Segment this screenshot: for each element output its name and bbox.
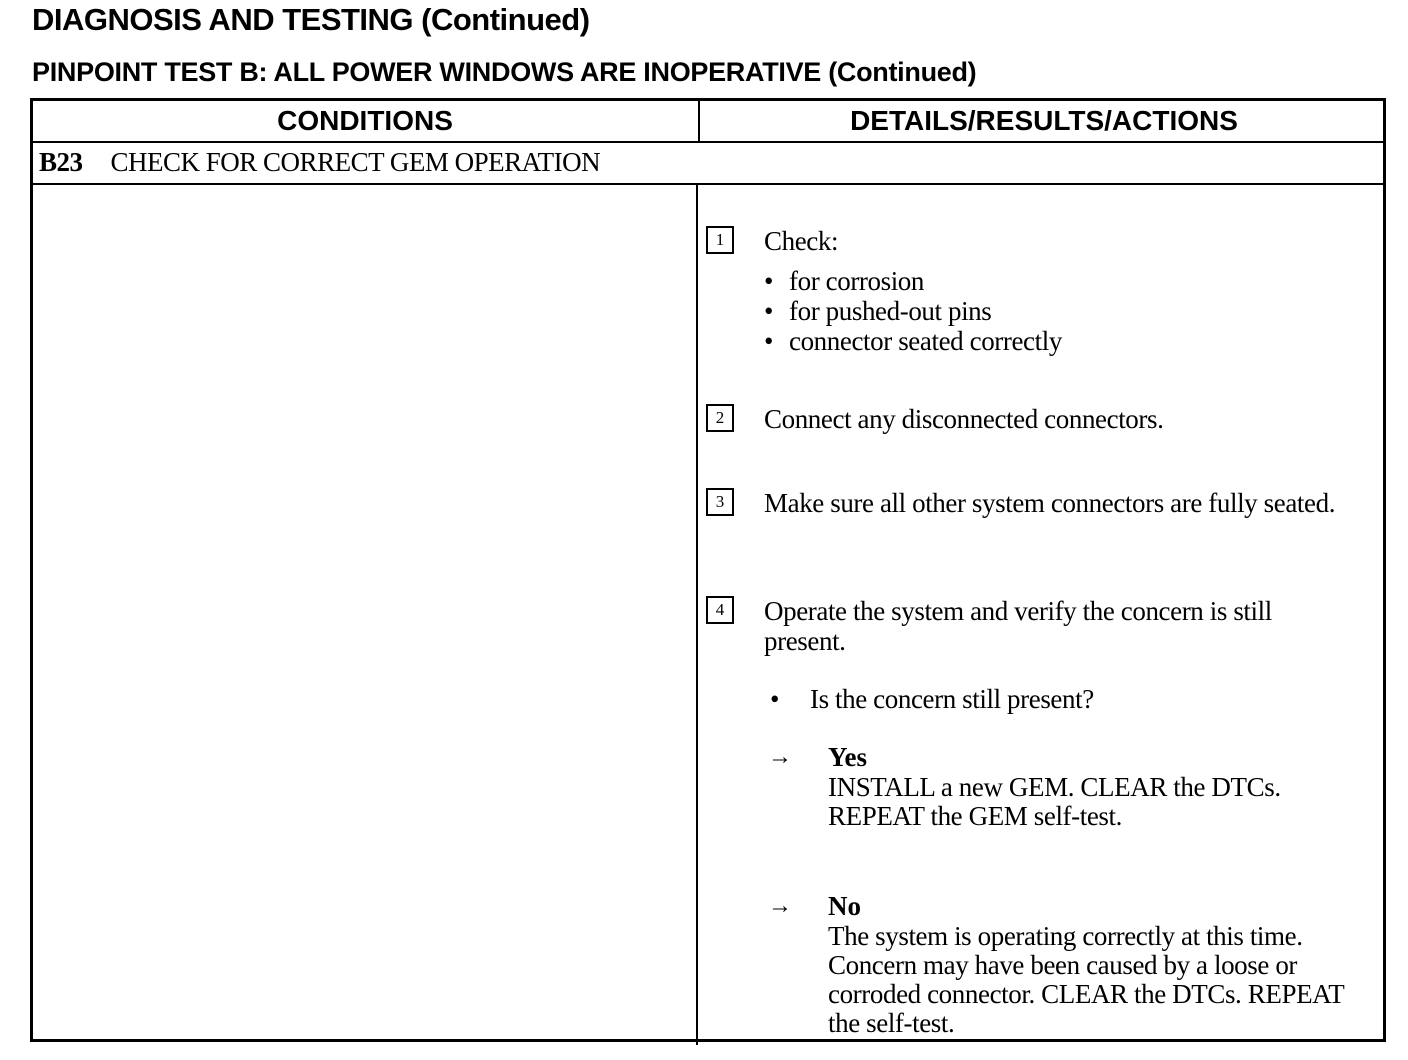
check-item	[764, 326, 1062, 356]
question-text: Is the concern still present?	[810, 684, 1094, 714]
check-item-text: for pushed-out pins	[789, 296, 992, 326]
no-label: No	[828, 891, 861, 921]
step-number-box: 2	[706, 404, 734, 432]
step-text: Make sure all other system connectors are fully seated.	[764, 488, 1336, 518]
step-divider	[33, 183, 1383, 185]
bullet-icon: •	[764, 326, 774, 356]
test-subtitle: PINPOINT TEST B: ALL POWER WINDOWS ARE INOPERATIVE (Continued)	[32, 57, 977, 87]
question	[770, 684, 1094, 715]
yes-label: Yes	[828, 742, 867, 772]
step-text: Check:	[764, 226, 839, 256]
step-number-box: 1	[706, 226, 734, 254]
page-title: DIAGNOSIS AND TESTING (Continued)	[32, 2, 590, 37]
yes-action-text: INSTALL a new GEM. CLEAR the DTCs. REPEAT the GEM self-test.	[828, 772, 1281, 831]
step-text: Operate the system and verify the concern is still present.	[764, 596, 1272, 656]
check-item-text: for corrosion	[789, 266, 925, 296]
bullet-icon: •	[764, 266, 774, 296]
check-item	[764, 266, 924, 296]
no-action-text: The system is operating correctly at this time. Concern may have been caused by a loose or corroded connector. CLEAR the DTCs. REPEAT the self-test.	[828, 921, 1344, 1038]
step-text: Connect any disconnected connectors.	[764, 404, 1164, 434]
step-number-box: 3	[706, 488, 734, 516]
step-title: CHECK FOR CORRECT GEM OPERATION	[110, 147, 601, 177]
bullet-icon: •	[770, 684, 780, 714]
bullet-icon: •	[764, 296, 774, 326]
check-item	[764, 296, 991, 326]
check-item-text: connector seated correctly	[789, 326, 1062, 356]
header-divider	[33, 141, 1383, 143]
step-number-box: 4	[706, 596, 734, 624]
step-code: B23	[39, 147, 83, 177]
arrow-icon: →	[768, 893, 792, 919]
arrow-icon: →	[768, 744, 792, 770]
step-heading	[39, 147, 600, 178]
body-column-divider	[696, 185, 698, 1045]
conditions-column-header: CONDITIONS	[277, 105, 453, 136]
details-column-header: DETAILS/RESULTS/ACTIONS	[850, 105, 1238, 136]
